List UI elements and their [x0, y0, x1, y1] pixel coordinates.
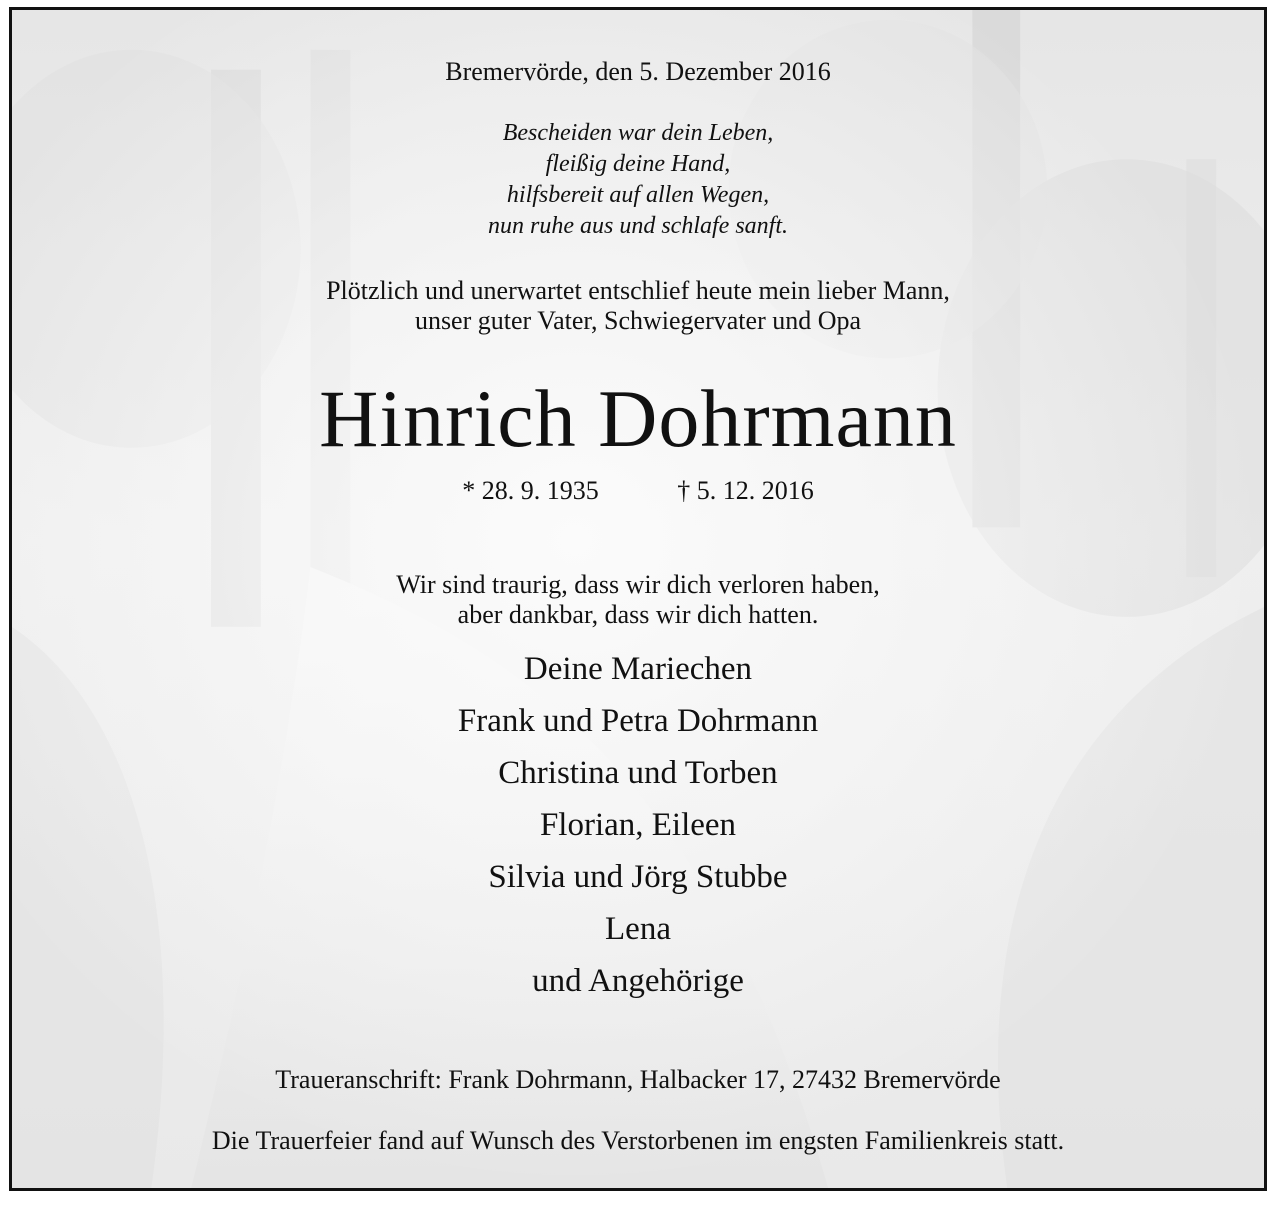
intro-line: unser guter Vater, Schwiegervater und Opa: [414, 306, 862, 335]
mourner-entry: Silvia und Jörg Stubbe: [488, 859, 788, 895]
mourner-entry: und Angehörige: [532, 963, 744, 999]
verse-line: nun ruhe aus und schlafe sanft.: [488, 213, 788, 239]
verse-line: fleißig deine Hand,: [545, 151, 731, 177]
mourning-address: Traueranschrift: Frank Dohrmann, Halbacker 17, 27432 Bremervörde: [275, 1065, 1001, 1094]
mourners-list: [12, 643, 1264, 1007]
place-and-date: Bremervörde, den 5. Dezember 2016: [445, 57, 831, 86]
farewell-line: Wir sind traurig, dass wir dich verloren haben,: [396, 570, 880, 599]
farewell-line: aber dankbar, dass wir dich hatten.: [457, 600, 819, 629]
verse-line: Bescheiden war dein Leben,: [502, 120, 774, 146]
mourner-entry: Deine Mariechen: [523, 651, 753, 687]
ceremony-note: Die Trauerfeier fand auf Wunsch des Verstorbenen im engsten Familienkreis statt.: [211, 1126, 1065, 1155]
birth-date: * 28. 9. 1935: [462, 476, 599, 505]
notice-text: [12, 10, 1264, 1188]
life-dates: [12, 476, 1264, 506]
verse-line: hilfsbereit auf allen Wegen,: [506, 182, 770, 208]
mourner-entry: Lena: [605, 911, 671, 947]
intro-text: [12, 276, 1264, 336]
verse: [12, 118, 1264, 242]
intro-line: Plötzlich und unerwartet entschlief heute mein lieber Mann,: [326, 276, 950, 305]
mourner-entry: Frank und Petra Dohrmann: [457, 703, 819, 739]
death-date: † 5. 12. 2016: [677, 476, 814, 505]
farewell-text: [12, 570, 1264, 630]
mourner-entry: Florian, Eileen: [539, 807, 737, 843]
mourner-entry: Christina und Torben: [498, 755, 778, 791]
deceased-name: Hinrich Dohrmann: [319, 373, 957, 464]
obituary-notice: [9, 7, 1267, 1191]
